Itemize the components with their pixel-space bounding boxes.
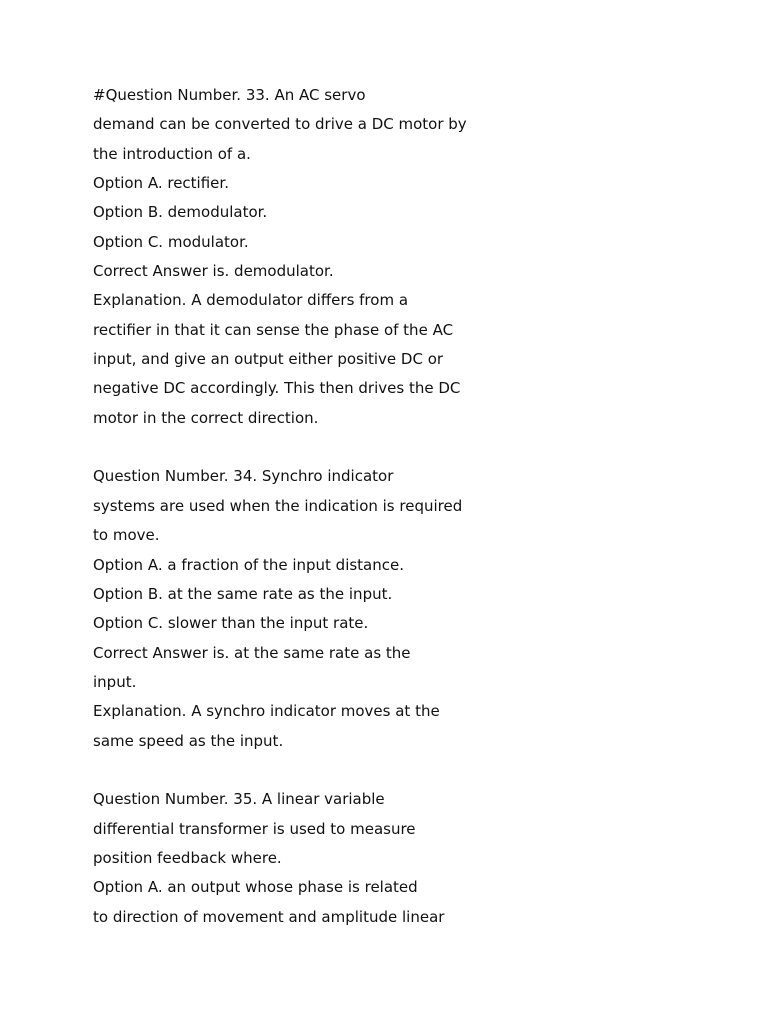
document-page (93, 81, 693, 932)
q33-title-line-2: demand can be converted to drive a DC motor by (93, 115, 467, 134)
q35-title-line-2: differential transformer is used to measure (93, 819, 416, 838)
q35-option-a-line-2: to direction of movement and amplitude linear (93, 907, 445, 926)
q34-correct-answer-line-2: input. (93, 672, 137, 691)
q34-title-line-2: systems are used when the indication is required (93, 496, 463, 515)
q34-correct-answer-line-1: Correct Answer is. at the same rate as the (93, 643, 411, 662)
q34-explanation-line-1: Explanation. A synchro indicator moves at the (93, 702, 440, 721)
q34-option-b: Option B. at the same rate as the input. (93, 584, 393, 603)
q34-title-line-3: to move. (93, 526, 160, 545)
q33-explanation-line-4: negative DC accordingly. This then drives the DC (93, 379, 461, 398)
blank-line (93, 433, 693, 462)
q34-option-a: Option A. a fraction of the input distance. (93, 555, 405, 574)
q33-option-c: Option C. modulator. (93, 232, 249, 251)
q34-explanation-line-2: same speed as the input. (93, 731, 284, 750)
q34-title-line-1: Question Number. 34. Synchro indicator (93, 467, 394, 486)
blank-line (93, 756, 693, 785)
q35-title-line-3: position feedback where. (93, 848, 282, 867)
q33-option-b: Option B. demodulator. (93, 203, 268, 222)
q33-option-a: Option A. rectifier. (93, 174, 229, 193)
q33-explanation-line-5: motor in the correct direction. (93, 408, 319, 427)
q35-title-line-1: Question Number. 35. A linear variable (93, 790, 385, 809)
q35-option-a-line-1: Option A. an output whose phase is related (93, 878, 418, 897)
q33-title-line-1: #Question Number. 33. An AC servo (93, 86, 366, 104)
q33-explanation-line-1: Explanation. A demodulator differs from a (93, 291, 409, 310)
q33-explanation-line-2: rectifier in that it can sense the phase of the AC (93, 320, 454, 339)
q33-explanation-line-3: input, and give an output either positive DC or (93, 350, 444, 369)
q33-correct-answer: Correct Answer is. demodulator. (93, 262, 334, 281)
q34-option-c: Option C. slower than the input rate. (93, 614, 369, 633)
q33-title-line-3: the introduction of a. (93, 144, 251, 163)
